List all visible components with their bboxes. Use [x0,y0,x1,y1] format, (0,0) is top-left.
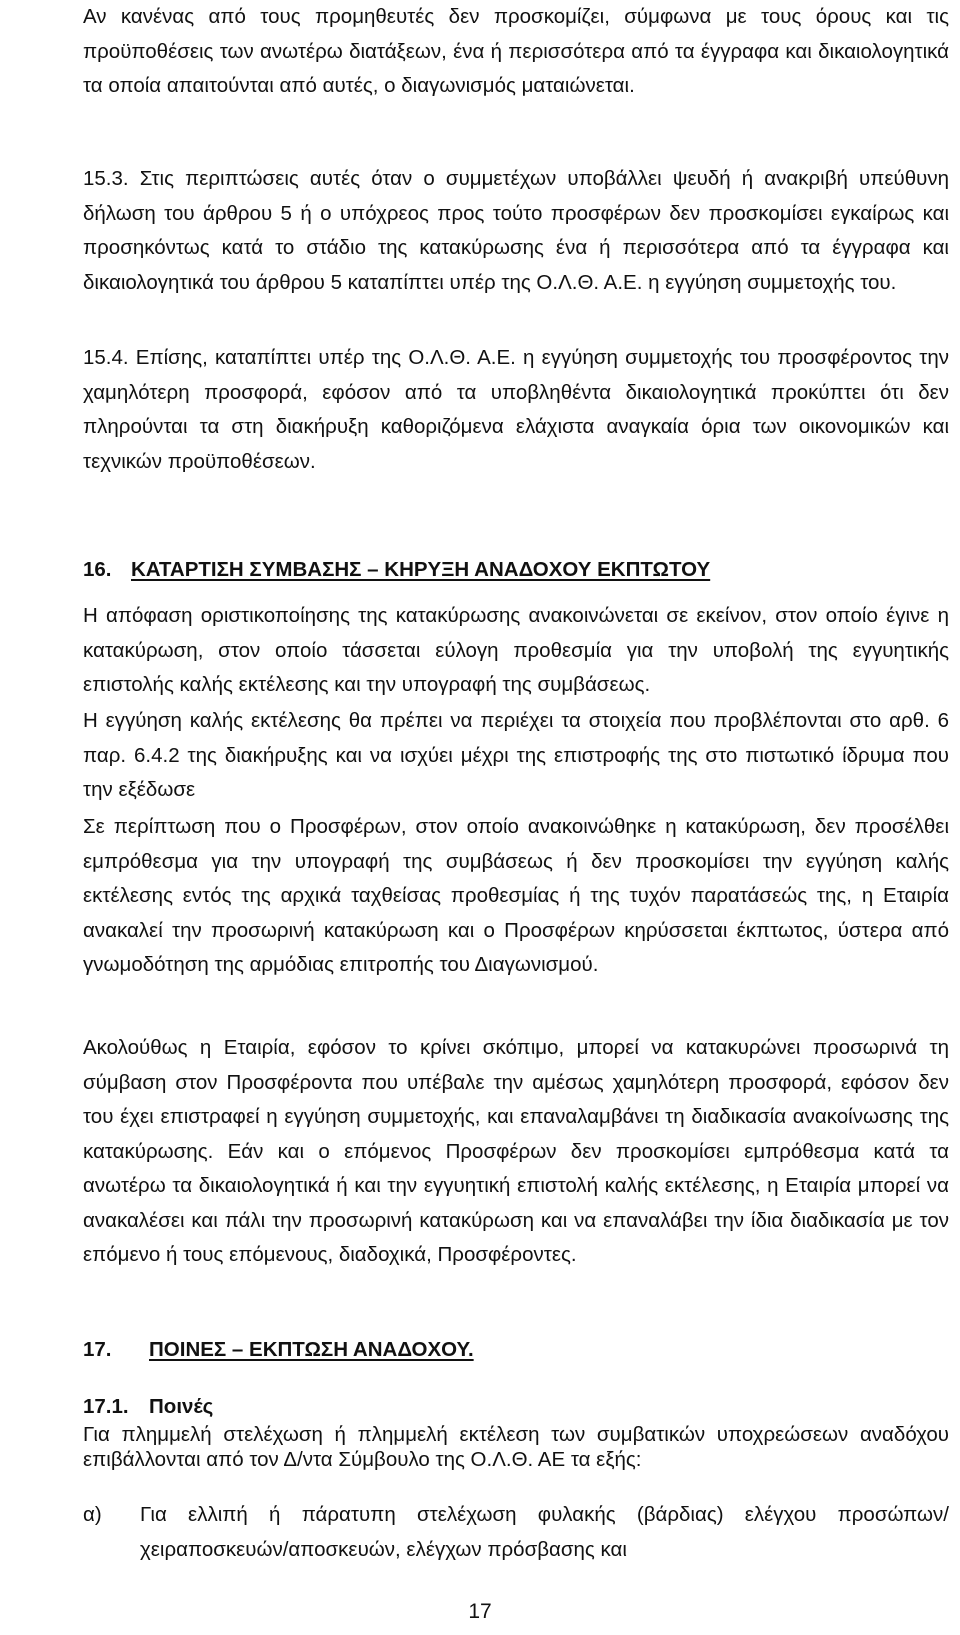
section-16-paragraph-4: Ακολούθως η Εταιρία, εφόσον το κρίνει σκόπιμο, μπορεί να κατακυρώνει προσωρινά τη σύμβαση στον Προσφέροντα που υπέβαλε την αμέσως χαμηλότερη προσφορά, εφόσον δεν του έχει επιστραφεί η εγγύηση συμμετοχής, και επαναλαμβάνει τη διαδικασία ανακοίνωσης της κατακύρωσης. Εάν και ο επόμενος Προσφέρων δεν προσκομίσει εμπρόθεσμα κατά τα ανωτέρω τα δικαιολογητικά ή και την εγγυητική επιστολή καλής εκτέλεσης, η Εταιρία μπορεί να ανακαλέσει και πάλι την προσωρινή κατακύρωση και να επαναλάβει την ίδια διαδικασία με τον επόμενο ή τους επόμενους, διαδοχικά, Προσφέροντες. [83,1036,949,1266]
section-17-title: ΠΟΙΝΕΣ – ΕΚΠΤΩΣΗ ΑΝΑΔΟΧΟΥ. [149,1338,474,1361]
subsection-17-1-number: 17.1. [83,1395,129,1418]
section-16-title: ΚΑΤΑΡΤΙΣΗ ΣΥΜΒΑΣΗΣ – ΚΗΡΥΞΗ ΑΝΑΔΟΧΟΥ ΕΚΠΤΩΤΟΥ [131,558,711,581]
section-16-paragraph-3: Σε περίπτωση που ο Προσφέρων, στον οποίο ανακοινώθηκε η κατακύρωση, δεν προσέλθει εμπρόθεσμα για την υπογραφή της συμβάσεως ή δεν προσκομίσει την εγγύηση καλής εκτέλεσης εντός της αρχικά ταχθείσας προθεσμίας ή της τυχόν παρατάσεώς της, η Εταιρία ανακαλεί την προσωρινή κατακύρωση και ο Προσφέρων κηρύσσεται έκπτωτος, ύστερα από γνωμοδότηση της αρμόδιας επιτροπής του Διαγωνισμού. [83,815,949,976]
section-16-paragraph-1: Η απόφαση οριστικοποίησης της κατακύρωσης ανακοινώνεται σε εκείνον, στον οποίο έγινε η κατακύρωση, στον οποίο τάσσεται εύλογη προθεσμία για την υποβολή της εγγυητικής επιστολής καλής εκτέλεσης και την υπογραφή της συμβάσεως. [83,604,949,696]
section-16-paragraph-2: Η εγγύηση καλής εκτέλεσης θα πρέπει να περιέχει τα στοιχεία που προβλέπονται στο αρθ. 6 παρ. 6.4.2 της διακήρυξης και να ισχύει μέχρι της επιστροφής της στο πιστωτικό ίδρυμα που την εξέδωσε [83,709,949,801]
paragraph-15-3: 15.3. Στις περιπτώσεις αυτές όταν ο συμμετέχων υποβάλλει ψευδή ή ανακριβή υπεύθυνη δήλωση του άρθρου 5 ή ο υπόχρεος προς τούτο προσφέρων δεν προσκομίσει εγκαίρως και προσηκόντως κατά το στάδιο της κατακύρωσης ένα ή περισσότερα από τα έγγραφα και δικαιολογητικά του άρθρου 5 καταπίπτει υπέρ της Ο.Λ.Θ. Α.Ε. η εγγύηση συμμετοχής του. [83,167,949,294]
section-16-number: 16. [83,558,112,581]
page-number: 17 [468,1600,492,1623]
paragraph-intro: Αν κανένας από τους προμηθευτές δεν προσκομίζει, σύμφωνα με τους όρους και τις προϋποθέσεις των ανωτέρω διατάξεων, ένα ή περισσότερα από τα έγγραφα και δικαιολογητικά τα οποία απαιτούνται από αυτές, ο διαγωνισμός ματαιώνεται. [83,5,949,97]
section-17-number: 17. [83,1338,112,1361]
subsection-17-1-title: Ποινές [149,1395,214,1418]
list-item-a-marker: α) [83,1503,102,1526]
subsection-17-1-text: Για πλημμελή στελέχωση ή πλημμελή εκτέλεση των συμβατικών υποχρεώσεων αναδόχου επιβάλλονται από τον Δ/ντα Σύμβουλο της Ο.Λ.Θ. ΑΕ τα εξής: [83,1423,949,1471]
paragraph-15-4: 15.4. Επίσης, καταπίπτει υπέρ της Ο.Λ.Θ. Α.Ε. η εγγύηση συμμετοχής του προσφέροντος την χαμηλότερη προσφορά, εφόσον από τα υποβληθέντα δικαιολογητικά προκύπτει ότι δεν πληρούνται τα στη διακήρυξη καθοριζόμενα ελάχιστα αναγκαία όρια των οικονομικών και τεχνικών προϋποθέσεων. [83,346,949,473]
list-item-a-text: Για ελλιπή ή πάρατυπη στελέχωση φυλακής (βάρδιας) ελέγχου προσώπων/χειραποσκευών/αποσκευών, ελέγχων πρόσβασης και [140,1503,949,1561]
